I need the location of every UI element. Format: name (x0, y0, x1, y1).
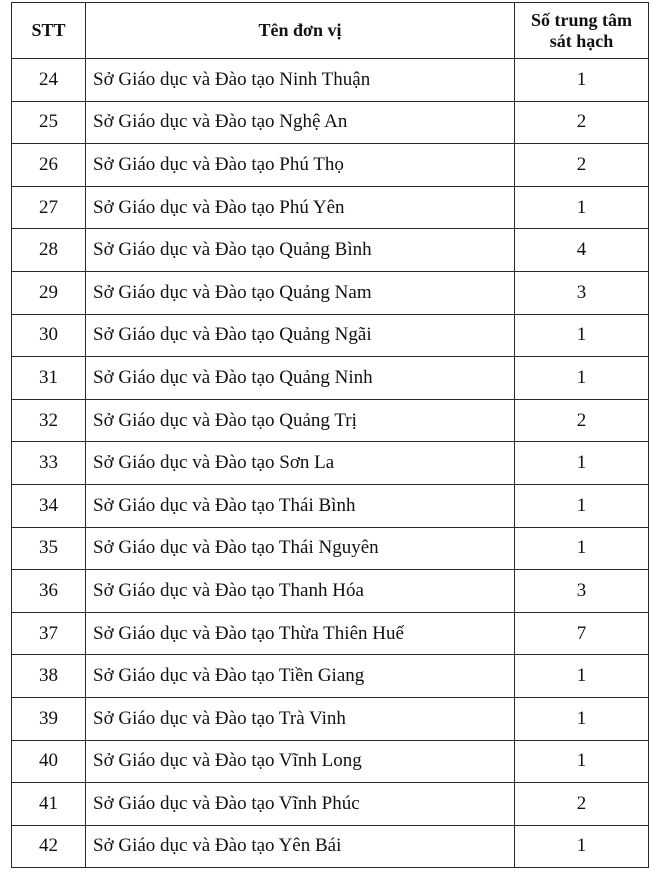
row-stt: 42 (12, 825, 86, 868)
header-unit-name: Tên đơn vị (86, 3, 515, 59)
header-center-count-line1: Số trung tâm (530, 9, 632, 30)
row-stt: 31 (12, 357, 86, 400)
row-center-count: 1 (515, 527, 649, 570)
row-center-count: 7 (515, 612, 649, 655)
row-unit-name: Sở Giáo dục và Đào tạo Quảng Nam (86, 271, 515, 314)
row-center-count: 4 (515, 229, 649, 272)
row-center-count: 1 (515, 655, 649, 698)
table-row (12, 612, 649, 655)
table-row (12, 357, 649, 400)
table-row (12, 570, 649, 613)
row-unit-name: Sở Giáo dục và Đào tạo Thái Bình (86, 484, 515, 527)
table-row (12, 399, 649, 442)
row-unit-name: Sở Giáo dục và Đào tạo Nghệ An (86, 101, 515, 144)
table-row (12, 144, 649, 187)
row-unit-name: Sở Giáo dục và Đào tạo Phú Yên (86, 186, 515, 229)
table-row (12, 825, 649, 868)
row-center-count: 2 (515, 101, 649, 144)
table-row (12, 271, 649, 314)
row-unit-name: Sở Giáo dục và Đào tạo Quảng Trị (86, 399, 515, 442)
row-center-count: 1 (515, 186, 649, 229)
header-center-count (515, 3, 649, 59)
row-stt: 32 (12, 399, 86, 442)
row-stt: 29 (12, 271, 86, 314)
table-header (12, 3, 649, 59)
row-stt: 34 (12, 484, 86, 527)
table-row (12, 442, 649, 485)
row-unit-name: Sở Giáo dục và Đào tạo Yên Bái (86, 825, 515, 868)
row-center-count: 1 (515, 697, 649, 740)
row-center-count: 2 (515, 144, 649, 187)
row-stt: 27 (12, 186, 86, 229)
row-center-count: 3 (515, 271, 649, 314)
row-stt: 30 (12, 314, 86, 357)
table-row (12, 484, 649, 527)
row-unit-name: Sở Giáo dục và Đào tạo Tiền Giang (86, 655, 515, 698)
row-unit-name: Sở Giáo dục và Đào tạo Phú Thọ (86, 144, 515, 187)
row-stt: 24 (12, 59, 86, 102)
table-row (12, 229, 649, 272)
row-unit-name: Sở Giáo dục và Đào tạo Thái Nguyên (86, 527, 515, 570)
row-unit-name: Sở Giáo dục và Đào tạo Trà Vinh (86, 697, 515, 740)
row-stt: 35 (12, 527, 86, 570)
table-row (12, 527, 649, 570)
row-center-count: 1 (515, 357, 649, 400)
row-stt: 39 (12, 697, 86, 740)
row-unit-name: Sở Giáo dục và Đào tạo Quảng Bình (86, 229, 515, 272)
row-unit-name: Sở Giáo dục và Đào tạo Vĩnh Phúc (86, 783, 515, 826)
row-center-count: 1 (515, 740, 649, 783)
table-row (12, 655, 649, 698)
row-center-count: 1 (515, 825, 649, 868)
row-stt: 28 (12, 229, 86, 272)
testing-centers-table (11, 2, 649, 868)
row-center-count: 1 (515, 442, 649, 485)
row-unit-name: Sở Giáo dục và Đào tạo Thừa Thiên Huế (86, 612, 515, 655)
row-unit-name: Sở Giáo dục và Đào tạo Thanh Hóa (86, 570, 515, 613)
row-center-count: 1 (515, 59, 649, 102)
table-row (12, 697, 649, 740)
row-center-count: 3 (515, 570, 649, 613)
row-center-count: 1 (515, 314, 649, 357)
table-row (12, 740, 649, 783)
header-center-count-line2: sát hạch (549, 30, 614, 51)
row-stt: 38 (12, 655, 86, 698)
row-unit-name: Sở Giáo dục và Đào tạo Quảng Ninh (86, 357, 515, 400)
table-row (12, 59, 649, 102)
row-stt: 41 (12, 783, 86, 826)
row-unit-name: Sở Giáo dục và Đào tạo Ninh Thuận (86, 59, 515, 102)
row-center-count: 2 (515, 783, 649, 826)
row-unit-name: Sở Giáo dục và Đào tạo Vĩnh Long (86, 740, 515, 783)
row-stt: 25 (12, 101, 86, 144)
row-center-count: 1 (515, 484, 649, 527)
row-unit-name: Sở Giáo dục và Đào tạo Quảng Ngãi (86, 314, 515, 357)
table-row (12, 101, 649, 144)
row-stt: 26 (12, 144, 86, 187)
table-body (12, 59, 649, 868)
row-stt: 37 (12, 612, 86, 655)
row-stt: 36 (12, 570, 86, 613)
table-row (12, 186, 649, 229)
row-unit-name: Sở Giáo dục và Đào tạo Sơn La (86, 442, 515, 485)
table-row (12, 314, 649, 357)
header-row (12, 3, 649, 59)
row-stt: 40 (12, 740, 86, 783)
row-stt: 33 (12, 442, 86, 485)
row-center-count: 2 (515, 399, 649, 442)
header-stt: STT (12, 3, 86, 59)
table-row (12, 783, 649, 826)
